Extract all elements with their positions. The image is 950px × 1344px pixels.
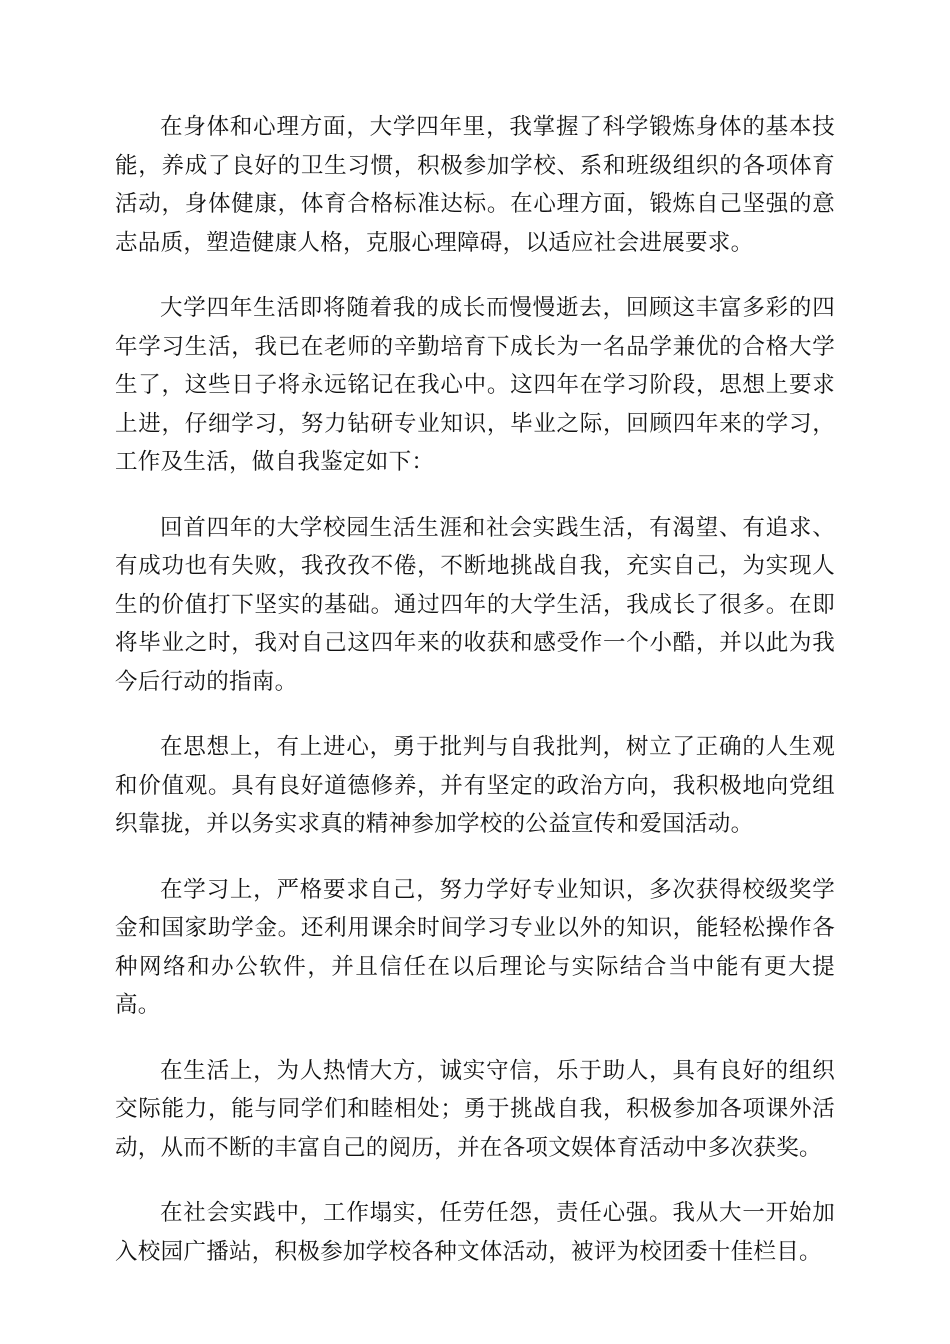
paragraph-ideology: 在思想上，有上进心，勇于批判与自我批判，树立了正确的人生观和价值观。具有良好道德修养，并有坚定的政治方向，我积极地向党组织靠拢，并以务实求真的精神参加学校的公益宣传和爱国活动。 [115,734,835,837]
document-page [115,108,835,1298]
paragraph-four-years-review: 大学四年生活即将随着我的成长而慢慢逝去，回顾这丰富多彩的四年学习生活，我已在老师的辛勤培育下成长为一名品学兼优的合格大学生了，这些日子将永远铭记在我心中。这四年在学习阶段，思想上要求上进，仔细学习，努力钻研专业知识，毕业之际，回顾四年来的学习，工作及生活，做自我鉴定如下： [115,295,835,475]
paragraph-study: 在学习上，严格要求自己，努力学好专业知识，多次获得校级奖学金和国家助学金。还利用课余时间学习专业以外的知识，能轻松操作各种网络和办公软件，并且信任在以后理论与实际结合当中能有更大提高。 [115,876,835,1018]
paragraph-physical-mental: 在身体和心理方面，大学四年里，我掌握了科学锻炼身体的基本技能，养成了良好的卫生习惯，积极参加学校、系和班级组织的各项体育活动，身体健康，体育合格标准达标。在心理方面，锻炼自己坚强的意志品质，塑造健康人格，克服心理障碍，以适应社会进展要求。 [115,114,835,256]
paragraph-life: 在生活上，为人热情大方，诚实守信，乐于助人，具有良好的组织交际能力，能与同学们和睦相处；勇于挑战自我，积极参加各项课外活动，从而不断的丰富自己的阅历，并在各项文娱体育活动中多次获奖。 [115,1057,835,1161]
paragraph-campus-life: 回首四年的大学校园生活生涯和社会实践生活，有渴望、有追求、有成功也有失败，我孜孜不倦，不断地挑战自我，充实自己，为实现人生的价值打下坚实的基础。通过四年的大学生活，我成长了很多。在即将毕业之时，我对自己这四年来的收获和感受作一个小酷，并以此为我今后行动的指南。 [115,514,835,695]
paragraph-social-practice: 在社会实践中，工作塌实，任劳任怨，责任心强。我从大一开始加入校园广播站，积极参加学校各种文体活动，被评为校团委十佳栏目。 [115,1200,835,1265]
